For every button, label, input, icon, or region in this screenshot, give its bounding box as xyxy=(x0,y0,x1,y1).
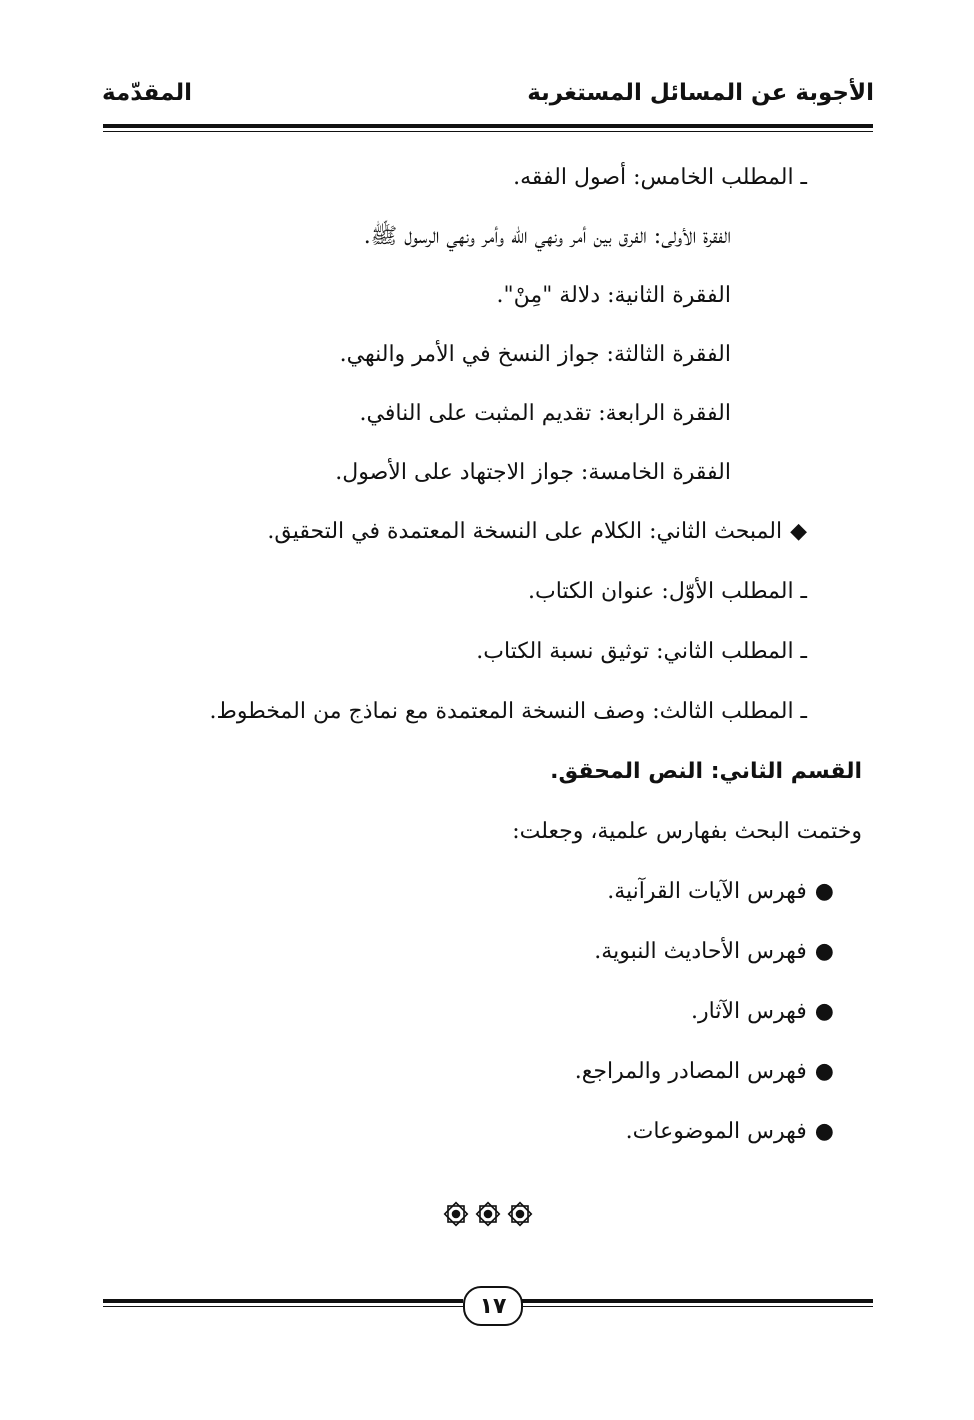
text-line-faqra-5: الفقرة الخامسة: جواز الاجتهاد على الأصول. xyxy=(335,460,731,485)
index-item-text: فهرس الآيات القرآنية. xyxy=(607,879,807,904)
dot-bullet-icon: ● xyxy=(814,999,834,1024)
text-line-faqra-2: الفقرة الثانية: دلالة "مِنْ". xyxy=(496,283,731,308)
text-line-faqra-4: الفقرة الرابعة: تقديم المثبت على النافي. xyxy=(359,401,731,426)
flower-ornament-icon xyxy=(442,1200,470,1228)
text-line-faqra-1: الفقرة الأولى: الفرق بين أمر ونهي الله وأمر ونهي الرسول ﷺ. xyxy=(363,224,731,249)
index-item-text: فهرس الأحاديث النبوية. xyxy=(594,939,807,964)
index-item-text: فهرس المصادر والمراجع. xyxy=(574,1059,807,1084)
text-line-matlab-3: ـ المطلب الثالث: وصف النسخة المعتمدة مع نماذج من المخطوط. xyxy=(209,699,807,724)
index-list-item xyxy=(626,1117,834,1147)
dot-bullet-icon: ● xyxy=(814,1119,834,1144)
text-line-matlab-5: ـ المطلب الخامس: أصول الفقه. xyxy=(513,165,807,190)
footer-rule-right-thick xyxy=(519,1299,873,1303)
dot-bullet-icon: ● xyxy=(814,879,834,904)
text-line-matlab-2: ـ المطلب الثاني: توثيق نسبة الكتاب. xyxy=(476,639,807,664)
page-number: ١٧ xyxy=(463,1286,523,1326)
footer-rule-left-thick xyxy=(103,1299,463,1303)
index-list-item xyxy=(691,997,834,1027)
dot-bullet-icon: ● xyxy=(814,1059,834,1084)
text-line-mabhath-2 xyxy=(267,517,807,547)
flower-ornament-icon xyxy=(506,1200,534,1228)
dot-bullet-icon: ● xyxy=(814,939,834,964)
running-header-section-title: المقدّمة xyxy=(102,80,192,106)
section-heading-qism-2: القسم الثاني: النص المحقق. xyxy=(550,759,862,784)
index-item-text: فهرس الموضوعات. xyxy=(625,1119,807,1144)
running-header-book-title: الأجوبة عن المسائل المستغربة xyxy=(527,80,874,106)
index-list-item xyxy=(575,1057,834,1087)
diamond-bullet-icon: ◆ xyxy=(790,519,807,544)
header-rule-thick xyxy=(103,124,873,128)
footer-rule-right-thin xyxy=(519,1306,873,1307)
ornament-separator xyxy=(441,1200,535,1230)
text-line-matlab-1: ـ المطلب الأوّل: عنوان الكتاب. xyxy=(528,579,807,604)
flower-ornament-icon xyxy=(474,1200,502,1228)
index-list-item xyxy=(594,937,834,967)
index-list-item xyxy=(607,877,834,907)
footer-rule-left-thin xyxy=(103,1306,463,1307)
index-item-text: فهرس الآثار. xyxy=(691,999,807,1024)
header-rule-thin xyxy=(103,131,873,132)
mabhath-2-text: المبحث الثاني: الكلام على النسخة المعتمدة في التحقيق. xyxy=(267,519,783,544)
text-line-faqra-3: الفقرة الثالثة: جواز النسخ في الأمر والنهي. xyxy=(339,342,731,367)
text-line-closing: وختمت البحث بفهارس علمية، وجعلت: xyxy=(512,819,862,844)
